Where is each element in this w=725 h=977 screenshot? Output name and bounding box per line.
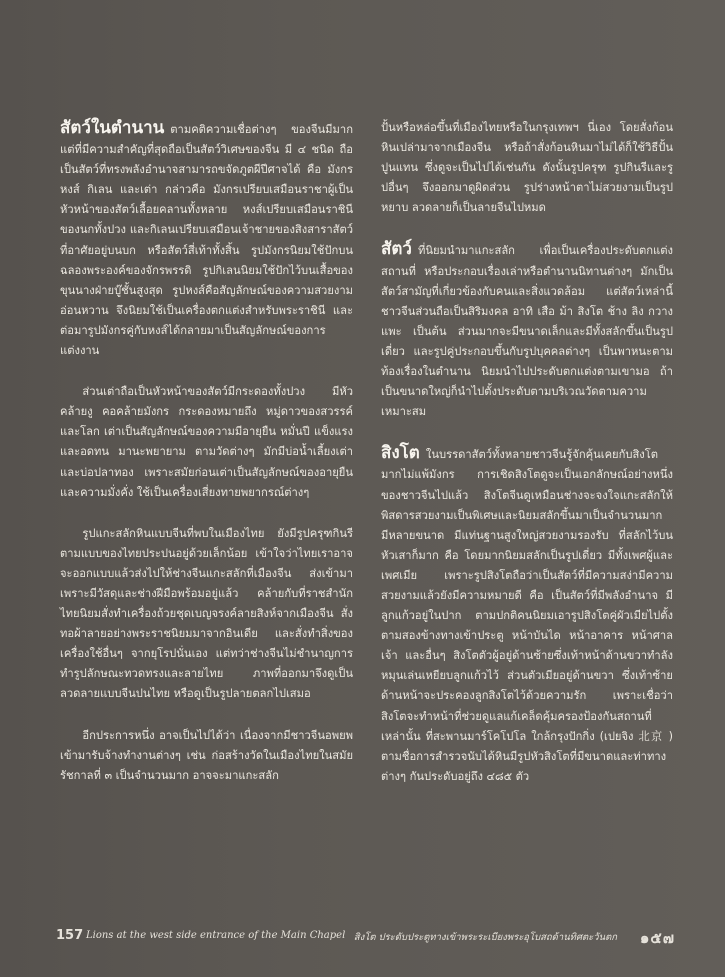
paragraph-continuation: ปั้นหรือหล่อขึ้นที่เมืองไทยหรือในกรุงเทพฯ นี่เอง โดยสั่งก้อนหินเปล่ามาจากเมืองจีน หรือถ้าสั่งก้อนหินมาไม่ได้ก็ใช้วิธีปั้นปูนแทน ซึ่งดูจะเป็นไปได้เช่นกัน ดังนั้นรูปครุฑ รูปกินรีและรูปอื่นๆ จึงออกมาดูผิดส่วน รูปร่างหน้าตาไม่สวยงามเป็นรูปหยาบ ลวดลายก็เป็นลายจีนไปหมด	[381, 121, 673, 215]
section-heading-lions: สิงโต	[381, 443, 420, 464]
paragraph-turtle: ส่วนเต่าถือเป็นหัวหน้าของสัตว์มีกระดองทั้งปวง มีหัวคล้ายงู คอคล้ายมังกร กระดองหมายถึง หมู่ดาวของสวรรค์และโลก เต่าเป็นสัญลักษณ์ของความมีอายุยืน หมั่นปี แข็งแรง และอดทน มานะพยายาม ตามวัดต่างๆ มักมีบ่อน้ำเลี้ยงเต่าและบ่อปลาทอง เพราะสมัยก่อนเต่าเป็นสัญลักษณ์ของอายุยืนและความมั่งคั่ง ใช้เป็นเครื่องเสี่ยงทายพยากรณ์ต่างๆ	[60, 385, 353, 499]
section-heading-mythical-animals: สัตว์ในตำนาน	[60, 118, 165, 138]
paragraph-lions	[381, 443, 673, 787]
left-column	[60, 118, 353, 807]
page-number-arabic: 157	[56, 928, 84, 943]
paragraph-stone-carvings: รูปแกะสลักหินแบบจีนที่พบในเมืองไทย ยังมีรูปครุฑกินรี ตามแบบของไทยประปนอยู่ด้วยเล็กน้อย เข้าใจว่าไทยเราอาจจะออกแบบแล้วส่งไปให้ช่างจีนแกะสลักที่เมืองจีน ส่งเข้ามาเพราะมีวัสดุและช่างฝีมือพร้อมอยู่แล้ว คล้ายกับที่ราชสำนักไทยนิยมสั่งทำเครื่องถ้วยชุดเบญจรงค์ลายสิงห์จากเมืองจีน สั่งทอผ้าลายอย่างพระราชนิยมมาจากอินเดีย และสั่งทำสิ่งของเครื่องใช้อื่นๆ จากยุโรปนั่นเอง แต่ทว่าช่างจีนไม่ชำนาญการทำรูปลักษณะทวดทรงและลายไทย ภาพที่ออกมาจึงดูเป็นลวดลายแบบจีนปนไทย หรือดูเป็นรูปลายตลกไปเสมอ	[60, 526, 353, 701]
caption-english: Lions at the west side entrance of the Main Chapel	[86, 930, 346, 941]
paragraph-text: ในบรรดาสัตว์ทั้งหลายชาวจีนรู้จักคุ้นเคยกับสิงโตมากไม่แพ้มังกร การเชิดสิงโตดูจะเป็นเอกลักษณ์อย่างหนึ่งของชาวจีนไปแล้ว สิงโตจีนดูเหมือนช่างจะจงใจแกะสลักให้พิสดารสวยงามเป็นพิเศษและนิยมสลักขึ้นมาเป็นจำนวนมาก มีหลายขนาด มีแท่นฐานสูงใหญ่สวยงามรองรับ ที่สลักไว้บนหัวเสาก็มาก คือ โดยมากนิยมสลักเป็นรูปเดี่ยว มีทั้งเพศผู้และเพศเมีย เพราะรูปสิงโตถือว่าเป็นสัตว์ที่มีความสง่ามีความสวยงามแล้วยังมีความหมายดี คือ เป็นสัตว์ที่มีพลังอำนาจ มีลูกแก้วอยู่ในปาก ตามปกติคนนิยมเอารูปสิงโตคู่ผัวเมียไปตั้งตามสองข้างทางเข้าประตู หน้าบันได หน้าอาคาร หน้าศาลเจ้า และอื่นๆ สิงโตตัวผู้อยู่ด้านซ้ายซึ่งเท้าหน้าด้านขวาทำลังหมุนเล่นเหยียบลูกแก้วไว้ ส่วนตัวเมียอยู่ด้านขวา ซึ่งเท้าซ้ายด้านหน้าจะประคองลูกสิงโตไว้ด้วยความรัก เพราะเชื่อว่า สิงโตจะทำหน้าที่ช่วยดูแลแก้เคล็ดคุ้มครองป้องกันสถานที่เหล่านั้น ที่สะพานมาร์โคโปโล ใกล้กรุงปักกิ่ง (เปยจิง 北京 ) ตามชื่อการสำรวจนับได้หินมีรูปหัวสิงโตที่มีขนาดและท่าทางต่างๆ กันประดับอยู่ถึง ๔๘๕ ตัว	[381, 448, 673, 783]
right-column	[381, 118, 673, 808]
caption-thai: สิงโต ประดับประตูทางเข้าพระระเบียงพระอุโบสถด้านทิศตะวันตก	[353, 932, 617, 943]
section-heading-animals: สัตว์	[381, 239, 412, 260]
page-number-thai: ๑๕๗	[639, 929, 675, 947]
paragraph-animals	[381, 239, 673, 422]
paragraph-mythical-animals	[60, 118, 353, 361]
paragraph-text: ตามคติความเชื่อต่างๆ ของจีนมีมาก แต่ที่มีความสำคัญที่สุดถือเป็นสัตว์วิเศษของจีน มี ๔ ชนิด ถือเป็นสัตว์ที่ทรงพลังอำนาจสามารถขจัดภูตผีปีศาจได้ คือ มังกร หงส์ กิเลน และเต่า กล่าวคือ มังกรเปรียบเสมือนราชาผู้เป็นหัวหน้าของสัตว์เลื้อยคลานทั้งหลาย หงส์เปรียบเสมือนราชินีของนกทั้งปวง และกิเลนเปรียบเสมือนเจ้าชายของสิงสาราสัตว์ที่อาศัยอยู่บนบก หรือสัตว์สี่เท้าทั้งสิ้น รูปมังกรนิยมใช้ปักบนฉลองพระองค์ของจักรพรรดิ รูปกิเลนนิยมใช้ปักไว้บนเสื้อของขุนนางฝ่ายบู๊ชั้นสูงสุด รูปหงส์คือสัญลักษณ์ของความสวยงามอ่อนหวาน จึงนิยมใช้เป็นเครื่องตกแต่งสำหรับพระราชินี และต่อมารูปมังกรคู่กับหงส์ได้กลายมาเป็นสัญลักษณ์ของการแต่งงาน	[60, 123, 353, 358]
paragraph-chinese-workers: อีกประการหนึ่ง อาจเป็นไปได้ว่า เนื่องจากมีชาวจีนอพยพเข้ามารับจ้างทำงานต่างๆ เช่น ก่อสร้างวัดในเมืองไทยในสมัยรัชกาลที่ ๓ เป็นจำนวนมาก อาจจะมาแกะสลัก	[60, 728, 353, 782]
page-footer	[56, 928, 675, 950]
paragraph-text: ที่นิยมนำมาแกะสลัก เพื่อเป็นเครื่องประดับตกแต่งสถานที่ หรือประกอบเรื่องเล่าหรือตำนานนิทานต่างๆ มักเป็นสัตว์สามัญที่เกี่ยวข้องกับคนและสิ่งแวดล้อม แต่สัตว์เหล่านี้ชาวจีนส่วนถือเป็นสิริมงคล อาทิ เสือ ม้า สิงโต ช้าง ลิง กวาง แพะ เป็นต้น ส่วนมากจะมีขนาดเล็กและมีทั้งสลักขึ้นเป็นรูปเดี่ยว และรูปคู่ประกอบขึ้นกับรูปบุคคลต่างๆ เป็นพาหนะตามท้องเรื่องในตำนาน นิยมนำไปประดับตกแต่งตามเขามอ ถ้าเป็นขนาดใหญ่ก็นำไปตั้งประดับตามบริเวณวัดตามความเหมาะสม	[381, 244, 673, 419]
